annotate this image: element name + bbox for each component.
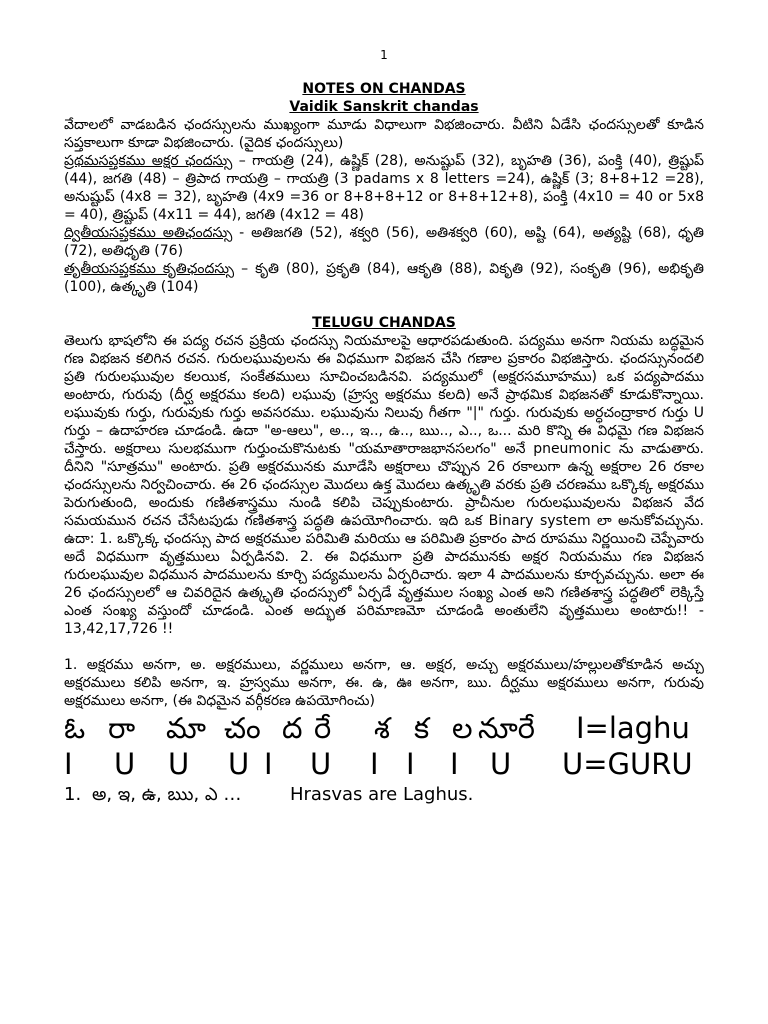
syllable-row — [64, 710, 704, 746]
syllable-2: రా — [108, 711, 136, 745]
document-body — [64, 80, 704, 808]
syllable-1: ఓ — [64, 711, 86, 745]
telugu-paragraph: తెలుగు భాషలోని ఈ పద్య రచన ప్రక్రియ ఛందస్సు నియమాలపై ఆధారపడుతుంది. పద్యము అనగా నియమ బద్ధమైన గణ విభజన కలిగిన రచన. గురులఘువులను ఈ విధముగా విభజన చేసి గణాల ప్రకారం విభజిస్తారు. ఛందస్సునందలి ప్రతి గురులఘువుల కలయిక, సంకేతములు సూచించబడినవి. పద్యములో (అక్షరసమూహము) ఒక పద్యపాదము అంటారు, గురువు (దీర్ఘ అక్షరము కలది) లఘువు (హ్రస్వ అక్షరము కలది) అనే ప్రాథమిక విభజనతో కూడుకొన్నాయి. లఘువుకు గుర్తు, గురువుకు గుర్తు అవసరము. లఘువును నిలువు గీతగా "|" గుర్తు. గురువుకు అర్ధచంద్రాకార గుర్తు U గుర్తు – ఉదాహరణ చూడండి. ఉదా "అ-ఆలు", అ.., ఇ.., ఉ.., ఋ.., ఎ.., ఒ... మరి కొన్ని ఈ విధమై గణ విభజన చేస్తారు. అక్షరాలు సులభముగా గుర్తుంచుకొనుటకు "యమాతారాజభానసలగం" అనే pneumonic ను వాడుతారు. దీనిని "సూత్రము" అంటారు. ప్రతి అక్షరమునకు మూడేసి అక్షరాలు చొప్పున 26 రకాలుగా ఉన్న అక్షరాల 26 రకాల ఛందస్సులను నిర్వచించారు. ఈ 26 ఛందస్సుల మొదలు ఉక్త మొదలు ఉత్కృతి వరకు ప్రతి చరణము ఒక్కొక్క అక్షరము పెరుగుతుంది, అందుకు గణితశాస్త్రము నుండి కలిపి చెప్పుకుంటారు. ప్రాచీనుల గురులఘువులను విభజన వేద సమయమున రచన చేసేటపుడు గణితశాస్త్ర పద్ధతి ఉపయోగించారు. ఇది ఒక Binary system లా అనుకోవచ్చును. ఉదా: 1. ఒక్కొక్క ఛందస్సు పాద అక్షరముల పరిమితి మరియు ఆ పరిమితి ప్రకారం పాద రూపము నిర్ణయించి చెప్పేవారు అదే విధముగా వృత్తములు ఏర్పడినవి. 2. ఈ విధముగా ప్రతి పాదమునకు అక్షర నియమము గణ విభజన గురులఘువుల విధమున పాదములను కూర్చి పద్యములను ఏర్పరిచారు. ఇలా 4 పాదములను కూర్చవచ్చును. అలా ఈ 26 ఛందస్సులలో ఆ చివరిదైన ఉత్కృతి ఛందస్సులో ఏర్పడే వృత్తముల సంఖ్య ఎంత అని గణితశాస్త్ర పద్ధతిలో లెక్కిస్తే ఎంత సంఖ్య వస్తుందో చూడండి. ఎంత అద్భుత పరిమాణమో చూడండి అంతులేని వృత్తములు అంటారు!! - 13,42,17,726 !! — [64, 333, 704, 637]
numbered-note: 1. అక్షరము అనగా, అ. అక్షరములు, వర్ణములు అనగా, ఆ. అక్షర, అచ్చు అక్షరములు/హల్లులతోకూడిన అచ్చు అక్షరములు కలిపి అనగా, ఇ. హ్రస్వము అనగా, ఈ. ఉ, ఊ అనగా, ఋ. దీర్ఘము అక్షరములు అనగా, గురువు అక్షరములు అనగా, (ఈ విధమైన వర్గీకరణ ఉపయోగించు) — [64, 657, 704, 709]
vaidik-group-2-label: ద్వితీయసప్తకము అతిఛందస్సు — [64, 225, 233, 241]
mark-9: I — [450, 747, 459, 781]
mark-1: I — [64, 747, 73, 781]
syllable-6: రే — [314, 711, 332, 745]
vaidik-group-1-label: ప్రథమసప్తకము అక్షర ఛందస్సు — [64, 153, 233, 169]
syllable-5: ద — [282, 711, 303, 745]
mark-8: I — [406, 747, 415, 781]
section-heading-telugu: TELUGU CHANDAS — [312, 315, 456, 331]
mark-3: U — [168, 747, 190, 781]
page-number: 1 — [380, 48, 388, 62]
mark-6: U — [310, 747, 332, 781]
hrasva-letters: అ, ఇ, ఉ, ఋ, ఎ … — [92, 784, 242, 805]
section-heading-vaidik: Vaidik Sanskrit chandas — [289, 99, 479, 115]
legend-guru: U=GURU — [562, 747, 693, 781]
vaidik-group-3 — [64, 260, 704, 296]
hrasva-line — [64, 784, 704, 808]
vaidik-group-1 — [64, 152, 704, 224]
vaidik-intro: వేదాలలో వాడబడిన ఛందస్సులను ముఖ్యంగా మూడు విధాలుగా విభజించారు. వీటిని ఏడేసి ఛందస్సులతో కూడిన సప్తకాలుగా కూడా విభజించారు. (వైదిక ఛందస్సులు) — [64, 117, 704, 151]
syllable-4: చం — [224, 711, 261, 745]
syllable-9: ల — [452, 711, 473, 745]
syllable-8: క — [414, 711, 430, 745]
vaidik-group-3-text: – కృతి (80), ప్రకృతి (84), ఆకృతి (88), వికృతి (92), సంకృతి (96), అభికృతి (100), ఉత్కృతి (104) — [64, 261, 704, 295]
vaidik-group-2-text: - అతిజగతి (52), శక్వరి (56), అతిశక్వరి (60), అష్టి (64), అత్యష్టి (68), ధృతి (72), అతిధృతి (76) — [64, 225, 704, 259]
mark-4: U — [228, 747, 250, 781]
hrasva-number: 1. — [64, 784, 82, 805]
mark-10: U — [490, 747, 512, 781]
vaidik-group-3-label: తృతీయసప్తకము కృతిఛందస్సు — [64, 261, 235, 277]
vaidik-group-2 — [64, 224, 704, 260]
syllable-7: శ — [374, 711, 390, 745]
legend-laghu: I=laghu — [576, 711, 690, 745]
mark-7: I — [370, 747, 379, 781]
mark-2: U — [114, 747, 136, 781]
syllable-3: మా — [166, 711, 206, 745]
hrasva-caption: Hrasvas are Laghus. — [290, 784, 474, 805]
marks-row — [64, 746, 704, 782]
document-title: NOTES ON CHANDAS — [302, 81, 466, 97]
vaidik-group-1-text: – గాయత్రి (24), ఉష్ణిక్ (28), అనుష్టుప్ (32), బృహతి (36), పంక్తి (40), త్రిష్టుప్ (44), జగతి (48) – త్రిపాద గాయత్రి – గాయత్రి (3 padams x 8 letters =24), ఉష్ణిక్ (3; 8+8+12 =28), అనుష్టుప్ (4x8 = 32), బృహతి (4x9 =36 or 8+8+8+12 or 8+8+12+8), పంక్తి (4x10 = 40 or 5x8 = 40), త్రిష్టుప్ (4x11 = 44), జగతి (4x12 = 48) — [64, 153, 705, 223]
syllable-10: నూరే — [478, 711, 535, 745]
mark-5: I — [264, 747, 273, 781]
